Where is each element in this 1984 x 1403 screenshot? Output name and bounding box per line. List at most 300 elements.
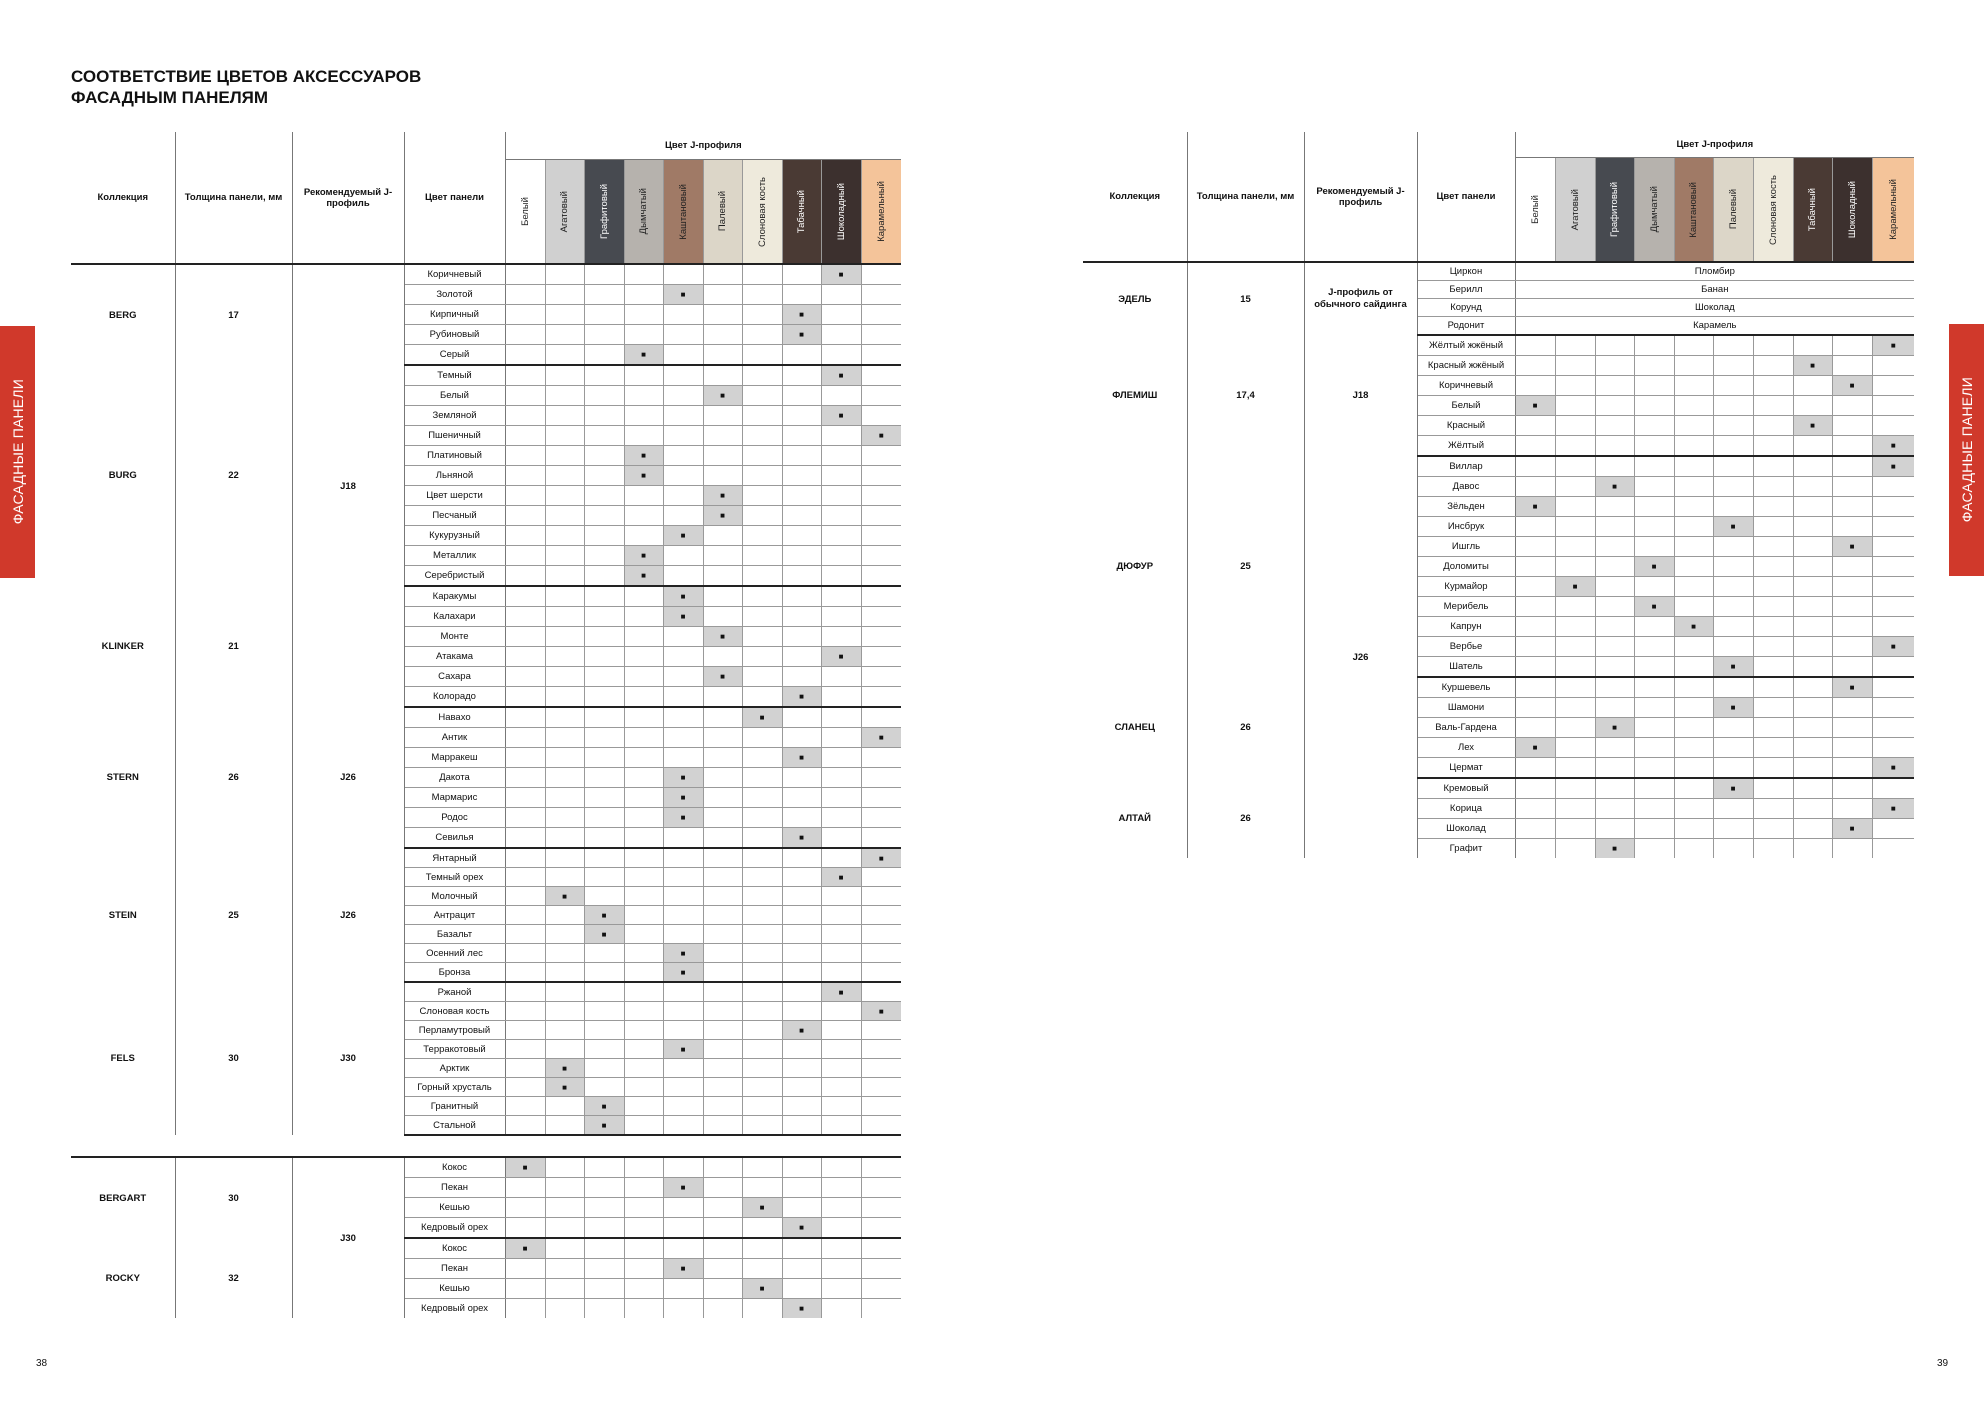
table-row [71,848,901,868]
match-cell [1832,477,1872,497]
panel-color-name: Красный [1417,416,1515,436]
match-cell [584,1218,624,1239]
match-cell [742,728,782,748]
match-cell [545,925,584,944]
match-cell [545,386,584,406]
match-cell [1753,778,1793,799]
matching-profile-color: Шоколад [1515,299,1914,317]
thickness-value: 25 [1187,456,1304,677]
match-cell [624,506,663,526]
match-cell [742,1116,782,1136]
match-marker: ■ [663,963,703,983]
match-marker: ■ [663,1178,703,1198]
match-cell [1793,396,1832,416]
match-cell [1674,637,1713,657]
match-cell [663,506,703,526]
match-cell [584,808,624,828]
match-cell [861,768,901,788]
panel-color-name: Слоновая кость [404,1002,505,1021]
match-cell [624,828,663,849]
match-cell [1793,597,1832,617]
match-cell [1515,657,1555,678]
match-cell [624,647,663,667]
match-cell [1793,738,1832,758]
match-cell [624,707,663,728]
match-cell [861,1259,901,1279]
match-cell [1595,537,1634,557]
match-cell [1753,819,1793,839]
match-cell [1555,698,1595,718]
panel-color-name: Графит [1417,839,1515,859]
match-cell [1515,477,1555,497]
panel-color-name: Родос [404,808,505,828]
match-cell [505,1116,545,1136]
match-cell [584,667,624,687]
match-cell [663,1059,703,1078]
match-cell [1595,617,1634,637]
match-cell [861,566,901,587]
match-marker: ■ [624,546,663,566]
panel-color-name: Кокос [404,1238,505,1259]
thickness-value: 30 [175,1157,292,1238]
match-cell [742,667,782,687]
match-cell [703,808,742,828]
match-cell [782,925,821,944]
match-cell [1713,396,1753,416]
match-cell [505,1040,545,1059]
match-cell [624,687,663,708]
match-cell [1595,436,1634,457]
match-cell [505,1002,545,1021]
match-cell [584,788,624,808]
match-cell [1713,758,1753,779]
match-cell [624,365,663,386]
match-cell [1634,677,1674,698]
match-cell [1713,497,1753,517]
match-cell [703,687,742,708]
matching-profile-color: Пломбир [1515,262,1914,281]
match-cell [663,446,703,466]
match-cell [584,1059,624,1078]
match-cell [505,607,545,627]
match-cell [505,345,545,366]
panel-color-name: Шамони [1417,698,1515,718]
match-cell [782,963,821,983]
match-cell [1793,537,1832,557]
match-cell [584,325,624,345]
table-separator [71,1135,901,1157]
panel-color-name: Пекан [404,1259,505,1279]
match-cell [821,667,861,687]
match-cell [505,1259,545,1279]
match-cell [584,868,624,887]
match-cell [505,1299,545,1319]
match-cell [703,1279,742,1299]
match-cell [584,586,624,607]
match-cell [663,667,703,687]
swatch-6 [1753,158,1793,263]
match-cell [861,285,901,305]
match-cell [782,944,821,963]
match-cell [624,1021,663,1040]
match-cell [584,386,624,406]
match-cell [505,1178,545,1198]
match-cell [545,466,584,486]
match-cell [821,1279,861,1299]
match-cell [1555,537,1595,557]
match-cell [1793,657,1832,678]
match-cell [861,406,901,426]
match-cell [861,325,901,345]
match-cell [782,466,821,486]
match-cell [584,1198,624,1218]
match-cell [742,566,782,587]
collection-name: ФЛЕМИШ [1083,335,1187,456]
match-cell [1555,517,1595,537]
header-panel-color: Цвет панели [1417,132,1515,262]
match-cell [663,906,703,925]
match-cell [1674,436,1713,457]
match-cell [861,586,901,607]
match-cell [742,687,782,708]
match-cell [1634,376,1674,396]
match-cell [584,1299,624,1319]
match-cell [1793,517,1832,537]
collection-name: STERN [71,707,175,848]
match-cell [1634,456,1674,477]
match-cell [624,728,663,748]
match-cell [1674,738,1713,758]
panel-color-name: Вербье [1417,637,1515,657]
panel-color-name: Корунд [1417,299,1515,317]
panel-color-name: Пекан [404,1178,505,1198]
match-cell [505,446,545,466]
match-cell [545,1040,584,1059]
match-marker: ■ [1872,637,1914,657]
panel-color-name: Севилья [404,828,505,849]
match-cell [821,848,861,868]
match-cell [624,305,663,325]
match-cell [1872,698,1914,718]
swatch-4 [1674,158,1713,263]
swatch-label: Агатовый [559,190,570,233]
match-cell [1872,557,1914,577]
header-profile: Рекомендуемый J-профиль [292,132,404,264]
match-cell [703,406,742,426]
swatch-4 [663,160,703,265]
match-cell [1634,758,1674,779]
match-cell [1515,597,1555,617]
match-cell [624,627,663,647]
match-cell [505,1279,545,1299]
match-cell [584,887,624,906]
swatch-label: Палевый [717,191,728,232]
swatch-2 [1595,158,1634,263]
match-cell [742,345,782,366]
match-cell [742,526,782,546]
match-cell [1634,657,1674,678]
match-cell [1634,738,1674,758]
panel-color-name: Белый [404,386,505,406]
match-cell [861,667,901,687]
match-cell [703,1097,742,1116]
match-cell [1832,698,1872,718]
match-cell [821,1238,861,1259]
match-cell [505,687,545,708]
match-cell [584,728,624,748]
match-marker: ■ [782,1021,821,1040]
match-cell [1555,738,1595,758]
match-cell [1753,738,1793,758]
match-cell [1674,698,1713,718]
panel-color-name: Циркон [1417,262,1515,281]
match-cell [1674,356,1713,376]
match-cell [821,1021,861,1040]
match-cell [742,486,782,506]
match-marker: ■ [861,848,901,868]
match-cell [624,788,663,808]
match-cell [1515,778,1555,799]
match-marker: ■ [663,285,703,305]
match-cell [584,546,624,566]
match-cell [584,305,624,325]
match-cell [861,647,901,667]
match-cell [1793,557,1832,577]
match-cell [1832,396,1872,416]
match-cell [861,906,901,925]
match-cell [624,406,663,426]
match-cell [624,906,663,925]
match-cell [545,1259,584,1279]
match-cell [1793,477,1832,497]
match-cell [624,963,663,983]
match-cell [821,566,861,587]
table-row [1083,456,1914,477]
match-cell [703,264,742,285]
match-marker: ■ [821,868,861,887]
match-cell [742,1259,782,1279]
table-row [71,365,901,386]
match-cell [782,285,821,305]
match-cell [624,1299,663,1319]
match-cell [703,1040,742,1059]
match-cell [1595,517,1634,537]
match-cell [821,1157,861,1178]
match-cell [821,285,861,305]
match-cell [1555,718,1595,738]
match-cell [742,365,782,386]
match-cell [742,426,782,446]
collection-name: BURG [71,365,175,586]
match-cell [821,386,861,406]
match-cell [861,345,901,366]
match-cell [545,1279,584,1299]
match-cell [624,1059,663,1078]
match-cell [663,546,703,566]
match-cell [624,1198,663,1218]
match-cell [505,848,545,868]
match-cell [1674,376,1713,396]
panel-color-name: Берилл [1417,281,1515,299]
match-cell [1872,819,1914,839]
match-cell [703,868,742,887]
match-cell [584,687,624,708]
match-marker: ■ [663,768,703,788]
match-cell [1555,497,1595,517]
match-cell [663,1198,703,1218]
match-cell [1515,698,1555,718]
collection-name: ДЮФУР [1083,456,1187,677]
swatch-label: Белый [519,197,531,226]
match-cell [1634,335,1674,356]
match-cell [1674,778,1713,799]
match-cell [505,546,545,566]
match-cell [1872,738,1914,758]
match-cell [861,963,901,983]
match-cell [1793,436,1832,457]
match-cell [1713,597,1753,617]
match-cell [782,446,821,466]
match-cell [1634,356,1674,376]
match-cell [1832,577,1872,597]
match-cell [663,1002,703,1021]
match-cell [742,305,782,325]
match-cell [782,1279,821,1299]
match-cell [584,1279,624,1299]
match-cell [624,748,663,768]
match-cell [1555,396,1595,416]
profile-value: J18 [1304,335,1417,456]
match-marker: ■ [1634,557,1674,577]
match-cell [821,728,861,748]
match-cell [1872,657,1914,678]
swatch-8 [821,160,861,265]
match-cell [1555,637,1595,657]
match-cell [1555,436,1595,457]
match-cell [1595,799,1634,819]
match-cell [782,486,821,506]
match-cell [821,466,861,486]
match-cell [1793,698,1832,718]
match-cell [1674,335,1713,356]
match-cell [1713,738,1753,758]
match-cell [663,325,703,345]
thickness-value: 15 [1187,262,1304,335]
match-marker: ■ [861,1002,901,1021]
swatch-0 [505,160,545,265]
match-cell [782,426,821,446]
match-cell [1515,758,1555,779]
match-cell [782,526,821,546]
header-jprofile-color: Цвет J-профиля [505,132,901,160]
match-cell [821,1198,861,1218]
thickness-value: 17 [175,264,292,365]
match-cell [1753,839,1793,859]
match-cell [742,808,782,828]
panel-color-name: Куршевель [1417,677,1515,698]
match-cell [624,1097,663,1116]
match-cell [861,944,901,963]
match-cell [821,1259,861,1279]
match-cell [782,607,821,627]
match-cell [703,1299,742,1319]
match-cell [782,386,821,406]
match-cell [624,667,663,687]
match-cell [821,944,861,963]
panel-color-name: Песчаный [404,506,505,526]
match-cell [545,868,584,887]
match-cell [703,365,742,386]
match-cell [545,305,584,325]
match-cell [1555,839,1595,859]
panel-color-name: Темный орех [404,868,505,887]
match-cell [545,586,584,607]
match-cell [624,925,663,944]
match-cell [861,627,901,647]
match-cell [663,828,703,849]
table-row [71,1157,901,1178]
header-panel-color: Цвет панели [404,132,505,264]
match-marker: ■ [545,1078,584,1097]
match-cell [821,1218,861,1239]
match-cell [742,982,782,1002]
match-cell [1674,677,1713,698]
header-profile: Рекомендуемый J-профиль [1304,132,1417,262]
match-cell [742,446,782,466]
panel-color-name: Лех [1417,738,1515,758]
match-cell [663,748,703,768]
match-cell [1634,718,1674,738]
table-row [71,1238,901,1259]
match-cell [782,406,821,426]
match-cell [1634,839,1674,859]
match-cell [663,264,703,285]
match-cell [1595,456,1634,477]
profile-value: J30 [292,1157,404,1318]
match-marker: ■ [1634,597,1674,617]
match-cell [1634,799,1674,819]
thickness-value: 21 [175,586,292,707]
side-tab-right [1949,324,1984,576]
match-cell [1793,617,1832,637]
match-cell [1515,557,1555,577]
match-cell [742,788,782,808]
match-marker: ■ [742,1198,782,1218]
panel-color-name: Жёлтый жжёный [1417,335,1515,356]
match-cell [1872,718,1914,738]
match-cell [505,944,545,963]
swatch-label: Белый [1529,195,1541,224]
panel-color-name: Осенний лес [404,944,505,963]
match-cell [505,285,545,305]
match-cell [703,848,742,868]
match-cell [545,526,584,546]
collection-name: АЛТАЙ [1083,778,1187,858]
match-cell [742,768,782,788]
match-cell [663,1097,703,1116]
match-cell [584,944,624,963]
match-marker: ■ [1793,356,1832,376]
match-cell [1515,356,1555,376]
match-cell [703,446,742,466]
match-marker: ■ [703,667,742,687]
match-cell [1674,497,1713,517]
match-cell [1515,436,1555,457]
swatch-7 [782,160,821,265]
match-cell [742,466,782,486]
panel-color-name: Валь-Гардена [1417,718,1515,738]
match-cell [1713,557,1753,577]
